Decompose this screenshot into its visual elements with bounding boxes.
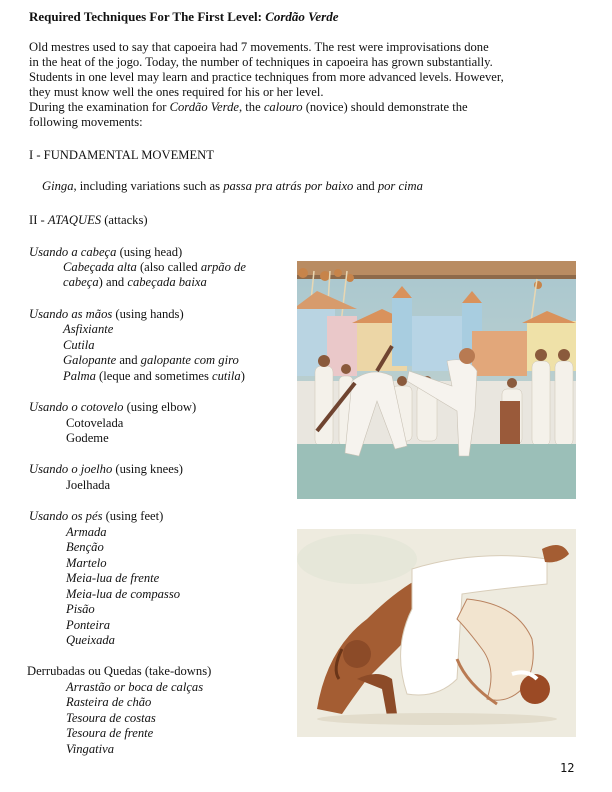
group-knees-item: Joelhada bbox=[66, 478, 111, 492]
heading-ataques: ATAQUES bbox=[47, 213, 102, 227]
term: Cutila bbox=[63, 338, 95, 352]
term: Galopante bbox=[63, 353, 117, 367]
term: galopante com giro bbox=[140, 353, 239, 367]
intro-line-3: Students in one level may learn and practice techniques from more advanced levels. However, bbox=[29, 70, 504, 84]
group-feet-item: Martelo bbox=[66, 556, 107, 570]
group-hands-label bbox=[29, 307, 184, 323]
group-head-gloss: (using head) bbox=[116, 245, 183, 259]
group-hands-gloss: (using hands) bbox=[112, 307, 184, 321]
group-hands-item bbox=[63, 322, 113, 338]
group-takedowns-item: Vingativa bbox=[66, 742, 115, 756]
ginga-variation-2: por cima bbox=[377, 179, 423, 193]
text: and bbox=[116, 353, 141, 367]
group-takedowns-item: Arrastão or boca de calças bbox=[66, 680, 204, 694]
painting-illustration bbox=[297, 529, 576, 737]
text: ) and bbox=[98, 275, 128, 289]
page-number: 12 bbox=[560, 761, 575, 775]
ginga-line bbox=[42, 179, 423, 195]
group-head-item-1 bbox=[63, 260, 246, 276]
text: ) bbox=[240, 369, 245, 383]
exam-text: During the examination for bbox=[29, 100, 170, 114]
ginga-and: and bbox=[353, 179, 378, 193]
group-hands-item bbox=[63, 369, 245, 385]
group-head-term: Usando a cabeça bbox=[29, 245, 117, 259]
ginga-text: , including variations such as bbox=[73, 179, 224, 193]
text: (leque and sometimes bbox=[95, 369, 213, 383]
group-knees-gloss: (using knees) bbox=[112, 462, 183, 476]
term: arpão de bbox=[200, 260, 246, 274]
intro-line-4: they must know well the ones required for his or her level. bbox=[29, 85, 324, 99]
exam-level: Cordão Verde bbox=[169, 100, 239, 114]
group-hands-item bbox=[63, 353, 239, 369]
section-heading-fundamental: I - FUNDAMENTAL MOVEMENT bbox=[29, 148, 214, 162]
group-takedowns-label: Derrubadas ou Quedas (take-downs) bbox=[27, 664, 212, 678]
group-feet-gloss: (using feet) bbox=[102, 509, 164, 523]
photo-illustration bbox=[297, 261, 576, 499]
group-feet-term: Usando os pés bbox=[29, 509, 103, 523]
group-feet-item: Armada bbox=[66, 525, 107, 539]
heading-suffix: (attacks) bbox=[101, 213, 148, 227]
group-feet-label bbox=[29, 509, 163, 525]
group-feet-item: Ponteira bbox=[66, 618, 111, 632]
title-prefix: Required Techniques For The First Level: bbox=[29, 9, 266, 24]
group-takedowns-item: Rasteira de chão bbox=[66, 695, 152, 709]
exam-text: , the bbox=[238, 100, 264, 114]
term: cabeçada baixa bbox=[127, 275, 207, 289]
group-elbow-item: Godeme bbox=[66, 431, 109, 445]
exam-line-1 bbox=[29, 100, 468, 116]
ginga-variation-1: passa pra atrás por baixo bbox=[223, 179, 354, 193]
exam-line-2: following movements: bbox=[29, 115, 143, 129]
group-elbow-term: Usando o cotovelo bbox=[29, 400, 124, 414]
group-feet-item: Pisão bbox=[66, 602, 95, 616]
group-feet-item: Meia-lua de compasso bbox=[66, 587, 181, 601]
group-takedowns-item: Tesoura de frente bbox=[66, 726, 154, 740]
group-head-item-1-cont bbox=[63, 275, 207, 291]
capoeira-painting bbox=[297, 529, 576, 737]
intro-line-1: Old mestres used to say that capoeira had 7 movements. The rest were improvisations done bbox=[29, 40, 489, 54]
term: Asfixiante bbox=[63, 322, 114, 336]
term: cutila bbox=[212, 369, 241, 383]
section-heading-ataques bbox=[29, 213, 148, 229]
group-takedowns-item: Tesoura de costas bbox=[66, 711, 156, 725]
group-hands-item bbox=[63, 338, 95, 354]
group-elbow-label bbox=[29, 400, 196, 416]
heading-prefix: II - bbox=[29, 213, 48, 227]
title-level: Cordão Verde bbox=[265, 9, 339, 24]
exam-calouro: calouro bbox=[263, 100, 303, 114]
group-head-label bbox=[29, 245, 182, 261]
group-elbow-item: Cotovelada bbox=[66, 416, 124, 430]
text: (also called bbox=[136, 260, 201, 274]
group-hands-term: Usando as mãos bbox=[29, 307, 113, 321]
group-knees-label bbox=[29, 462, 183, 478]
exam-text: (novice) should demonstrate the bbox=[302, 100, 468, 114]
group-feet-item: Meia-lua de frente bbox=[66, 571, 160, 585]
ginga-term: Ginga bbox=[42, 179, 74, 193]
group-feet-item: Queixada bbox=[66, 633, 115, 647]
term: Cabeçada alta bbox=[63, 260, 137, 274]
group-elbow-gloss: (using elbow) bbox=[123, 400, 197, 414]
term: cabeça bbox=[63, 275, 99, 289]
page-title bbox=[29, 9, 339, 25]
group-knees-term: Usando o joelho bbox=[29, 462, 113, 476]
group-feet-item: Benção bbox=[66, 540, 104, 554]
capoeira-roda-photo bbox=[297, 261, 576, 499]
intro-line-2: in the heat of the jogo. Today, the number of techniques in capoeira has grown substantially. bbox=[29, 55, 493, 69]
term: Palma bbox=[63, 369, 96, 383]
